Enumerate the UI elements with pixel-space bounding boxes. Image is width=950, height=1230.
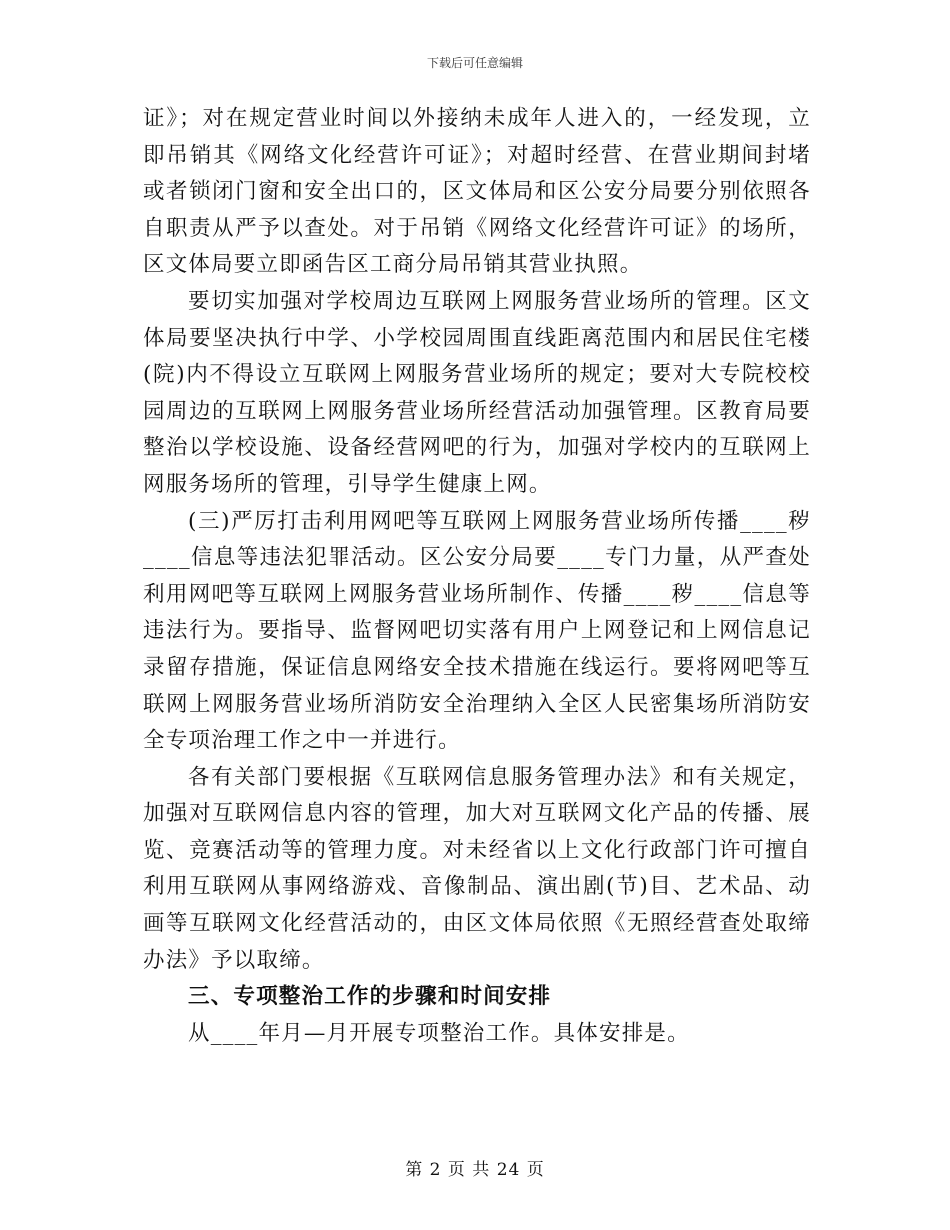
- paragraph-crackdown: (三)严厉打击利用网吧等互联网上网服务营业场所传播____秽____信息等违法犯罪活动。区公安分局要____专门力量，从严查处利用网吧等互联网上网服务营业场所制作、传播____秽____信息等违法行为。要指导、监督网吧切实落有用户上网登记和上网信息记录留存措施，保证信息网络安全技术措施在线运行。要将网吧等互联网上网服务营业场所消防安全治理纳入全区人民密集场所消防安全专项治理工作之中一并进行。: [143, 508, 811, 754]
- page-number: 第 2 页 共 24 页: [405, 1160, 545, 1180]
- header-note: 下载后可任意编辑: [426, 56, 523, 70]
- paragraph-content-management: 各有关部门要根据《互联网信息服务管理办法》和有关规定，加强对互联网信息内容的管理，加大对互联网文化产品的传播、展览、竞赛活动等的管理力度。对未经省以上文化行政部门许可擅自利用互联网从事网络游戏、音像制品、演出剧(节)目、艺术品、动画等互联网文化经营活动的，由区文体局依照《无照经营查处取缔办法》予以取缔。: [143, 764, 811, 973]
- paragraph-continuation: 证》；对在规定营业时间以外接纳未成年人进入的，一经发现，立即吊销其《网络文化经营许可证》；对超时经营、在营业期间封堵或者锁闭门窗和安全出口的，区文体局和区公安分局要分别依照各自职责从严予以查处。对于吊销《网络文化经营许可证》的场所，区文体局要立即函告区工商分局吊销其营业执照。: [143, 106, 811, 278]
- section-heading: 三、专项整治工作的步骤和时间安排: [188, 984, 552, 1010]
- document-body: [143, 101, 811, 1052]
- paragraph-school-surroundings: 要切实加强对学校周边互联网上网服务营业场所的管理。区文体局要坚决执行中学、小学校园周围直线距离范围内和居民住宅楼(院)内不得设立互联网上网服务营业场所的规定；要对大专院校校园周边的互联网上网服务营业场所经营活动加强管理。区教育局要整治以学校设施、设备经营网吧的行为，加强对学校内的互联网上网服务场所的管理，引导学生健康上网。: [143, 288, 811, 497]
- paragraph-schedule: 从____年月—月开展专项整治工作。具体安排是。: [188, 1020, 690, 1046]
